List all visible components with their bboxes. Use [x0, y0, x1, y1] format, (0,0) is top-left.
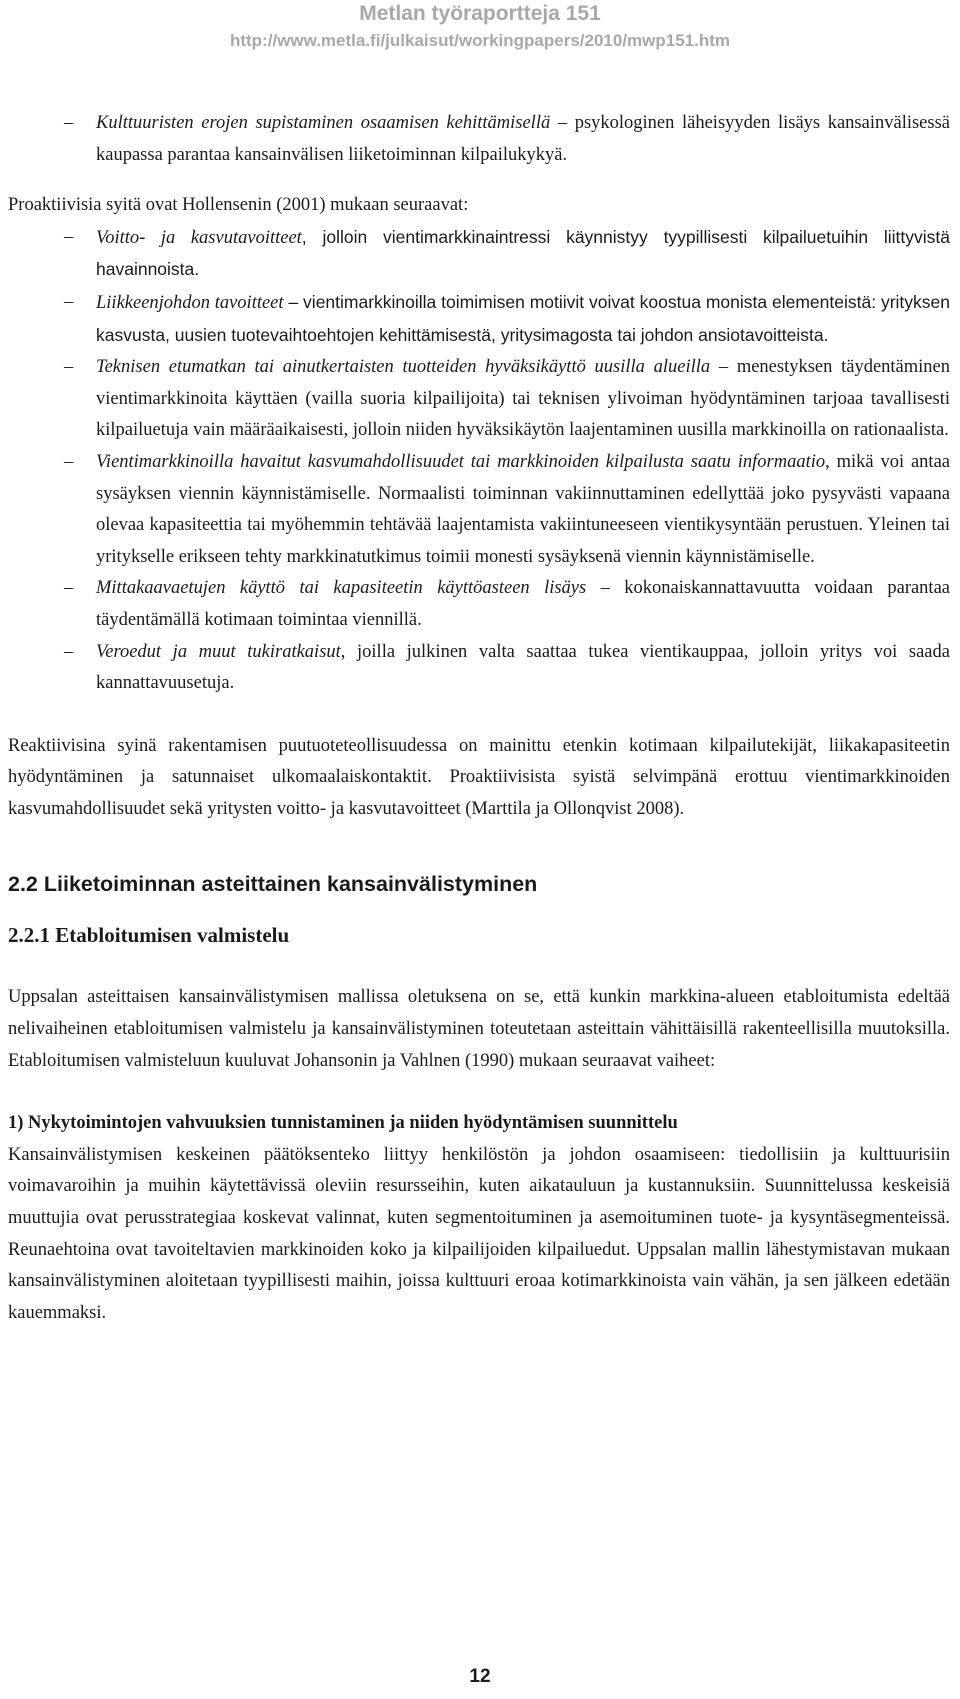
list-item-text: , jolloin vientimarkkinaintressi käynnistyy tyypillisesti kilpailuetuihin liittyvistä havainnoista. — [96, 226, 950, 280]
list-item — [96, 352, 950, 447]
list-item-text: , mikä voi antaa sysäyksen viennin käynnistämiselle. Normaalisti toiminnan vakiinnuttaminen edellyttää joko pysyvästi vapaana olevaa kapasiteettia tai myöhemmin tehtävää laajentamista vakiintuneeseen vientikysyntään perustuen. Yleinen tai yritykselle erikseen tehty markkinatutkimus toimii monesti sysäyksenä viennin käynnistämiselle. — [96, 451, 950, 567]
list-item-text: – menestyksen täydentäminen vientimarkkinoita käyttäen (vailla suoria kilpailijoita) tai teknisen ylivoiman hyödyntäminen tarjoaa tavallisesti kilpailuetuja vain määräaikaisesti, jolloin niiden hyväksikäytön laajentaminen uusilla markkinoilla on rationaalista. — [96, 357, 951, 441]
step-heading: 1) Nykytoimintojen vahvuuksien tunnistaminen ja niiden hyödyntämisen suunnittelu — [8, 1113, 678, 1134]
page-number: 12 — [469, 1666, 491, 1687]
list-item — [96, 222, 950, 287]
list-item-emphasis: Voitto- ja kasvutavoitteet — [96, 227, 302, 248]
series-url: http://www.metla.fi/julkaisut/workingpapers/2010/mwp151.htm — [229, 31, 731, 50]
bullet-list-1 — [8, 108, 950, 171]
list-item-text: – kokonaiskannattavuutta voidaan parantaa täydentämällä kotimaan toimintaa viennillä. — [96, 578, 950, 630]
series-title: Metlan työraportteja 151 — [359, 2, 601, 25]
bullet-list-proactive — [8, 222, 950, 700]
list-item-emphasis: Mittakaavaetujen käyttö tai kapasiteetin käyttöasteen lisäys — [96, 578, 587, 599]
subsection-heading: 2.2.1 Etabloitumisen valmistelu — [8, 923, 290, 948]
list-item-text: – vientimarkkinoilla toimimisen motiivit voivat koostua monista elementeistä: yrityksen kasvusta, uusien tuotevaihtoehtojen kehittämisestä, yritysimagosta tai johdon ansiotavoitteista. — [96, 291, 950, 345]
paragraph-decision: Kansainvälistymisen keskeinen päätöksenteko liittyy henkilöstön ja johdon osaamiseen: tiedollisiin ja kulttuurisiin voimavaroihin ja muihin käytettävissä oleviin resursseihin, kuten aikatauluun ja kustannuksiin. Suunnittelussa keskeisiä muuttujia ovat perusstrategiaa koskevat valinnat, kuten segmentoituminen ja asemoituminen tuote- ja kysyntäsegmenteissä. Reunaehtoina ovat tavoiteltavien markkinoiden koko ja kilpailijoiden kilpailuedut. Uppsalan mallin lähestymistavan mukaan kansainvälistyminen aloitetaan tyypillisesti maihin, joissa kulttuuri eroaa kotimarkkinoista vain vähän, ja sen jälkeen edetään kauemmaksi. — [8, 1144, 950, 1323]
paragraph-reactive: Reaktiivisina syinä rakentamisen puutuoteteollisuudessa on mainittu etenkin kotimaan kilpailutekijät, liikakapasiteetin hyödyntäminen ja satunnaiset ulkomaalaiskontaktit. Proaktiivisista syistä selvimpänä erottuu vientimarkkinoiden kasvumahdollisuudet sekä yritysten voitto- ja kasvutavoitteet (Marttila ja Ollonqvist 2008). — [8, 735, 950, 819]
paragraph-uppsala: Uppsalan asteittaisen kansainvälistymisen mallissa oletuksena on se, että kunkin markkina-alueen etabloitumista edeltää nelivaiheinen etabloitumisen valmistelu ja kansainvälistyminen toteutetaan asteittain vähittäisillä rakenteellisilla muutoksilla. Etabloitumisen valmisteluun kuuluvat Johansonin ja Vahlnen (1990) mukaan seuraavat vaiheet: — [8, 987, 950, 1071]
page-content — [8, 108, 950, 1329]
list-item-emphasis: Vientimarkkinoilla havaitut kasvumahdollisuudet tai markkinoiden kilpailusta saatu informaatio — [96, 451, 826, 472]
list-item-text: – psykologinen läheisyyden lisäys kansainvälisessä kaupassa parantaa kansainvälisen liiketoiminnan kilpailukykyä. — [96, 113, 950, 165]
list-item-emphasis: Liikkeenjohdon tavoitteet — [96, 292, 284, 313]
list-item — [96, 108, 950, 171]
intro-paragraph: Proaktiivisia syitä ovat Hollensenin (2001) mukaan seuraavat: — [8, 195, 469, 216]
list-item — [96, 637, 950, 700]
list-item-text: , joilla julkinen valta saattaa tukea vientikauppaa, jolloin yritys voi saada kannattavuusetuja. — [96, 641, 950, 694]
list-item-emphasis: Veroedut ja muut tukiratkaisut — [96, 641, 341, 662]
list-item — [96, 447, 950, 573]
list-item-emphasis: Teknisen etumatkan tai ainutkertaisten tuotteiden hyväksikäyttö uusilla alueilla — [96, 357, 711, 378]
list-item-emphasis: Kulttuuristen erojen supistaminen osaamisen kehittämisellä — [96, 113, 551, 133]
list-item — [96, 287, 950, 352]
section-heading: 2.2 Liiketoiminnan asteittainen kansainvälistyminen — [8, 872, 538, 897]
list-item — [96, 573, 950, 636]
